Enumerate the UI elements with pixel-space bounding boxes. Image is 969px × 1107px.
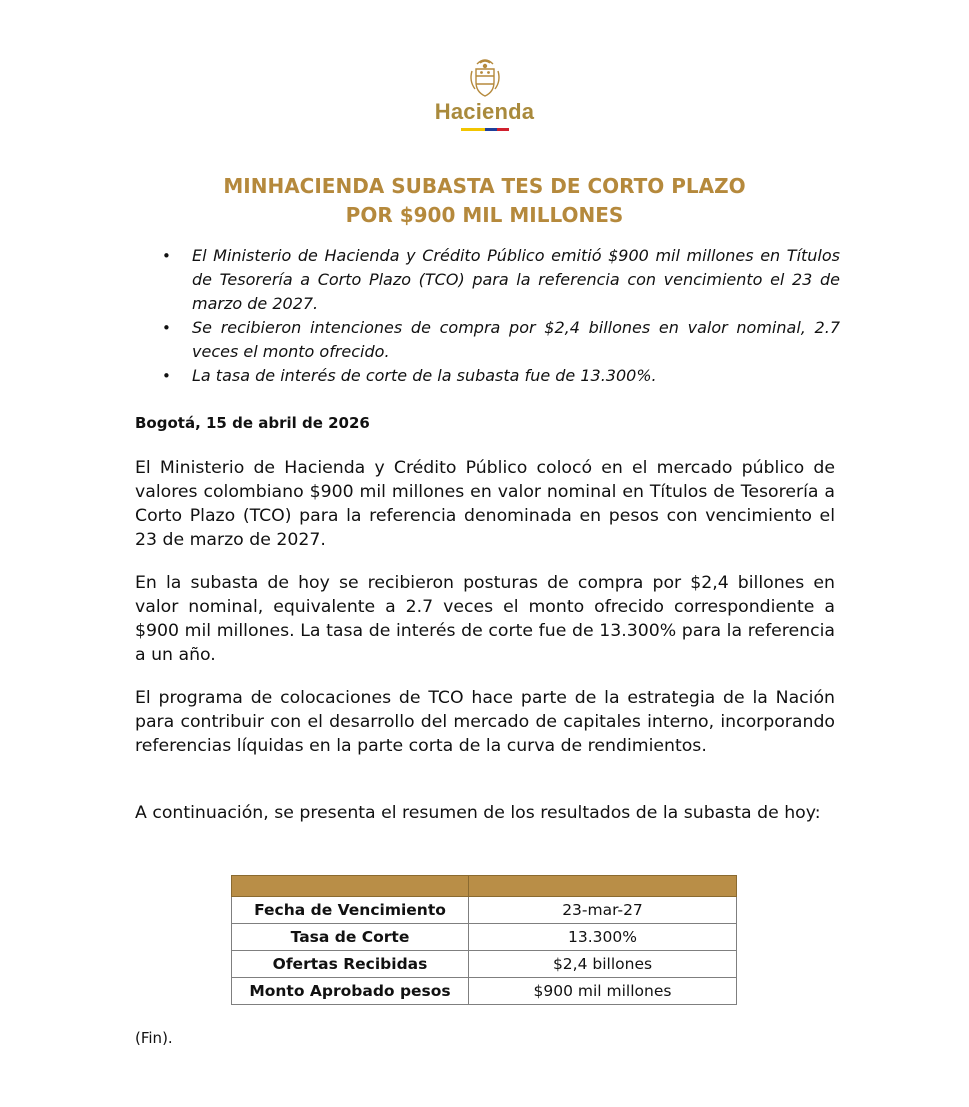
table-row xyxy=(232,978,737,1005)
title-line-2: POR $900 MIL MILLONES xyxy=(345,203,624,227)
press-release-title xyxy=(0,172,969,230)
body-paragraph: En la subasta de hoy se recibieron posturas de compra por $2,4 billones en valor nominal, equivalente a 2.7 veces el monto ofrecido correspondiente a $900 mil millones. La tasa de interés de corte fue de 13.300% para la referencia a un año. xyxy=(135,573,835,665)
row-value: 13.300% xyxy=(469,924,737,951)
brand-name: Hacienda xyxy=(434,99,535,124)
title-line-1: MINHACIENDA SUBASTA TES DE CORTO PLAZO xyxy=(223,174,746,198)
table-row xyxy=(232,924,737,951)
table-header-row xyxy=(232,876,737,897)
row-label: Fecha de Vencimiento xyxy=(232,897,469,924)
row-label: Ofertas Recibidas xyxy=(232,951,469,978)
flag-blue xyxy=(485,128,497,131)
closing-mark: (Fin). xyxy=(135,1029,173,1047)
highlight-item: • El Ministerio de Hacienda y Crédito Público emitió $900 mil millones en Títulos de Tesorería a Corto Plazo (TCO) para la referencia con vencimiento el 23 de marzo de 2027. xyxy=(160,244,840,316)
table-row xyxy=(232,951,737,978)
ministry-logo xyxy=(0,55,969,131)
body-paragraph: El Ministerio de Hacienda y Crédito Público colocó en el mercado público de valores colombiano $900 mil millones en valor nominal en Títulos de Tesorería a Corto Plazo (TCO) para la referencia denominada en pesos con vencimiento el 23 de marzo de 2027. xyxy=(135,458,835,550)
row-label: Tasa de Corte xyxy=(232,924,469,951)
row-value: $2,4 billones xyxy=(469,951,737,978)
flag-stripe xyxy=(461,128,509,131)
table-row xyxy=(232,897,737,924)
row-value: 23-mar-27 xyxy=(469,897,737,924)
highlight-item: • La tasa de interés de corte de la subasta fue de 13.300%. xyxy=(160,364,840,388)
highlight-item: • Se recibieron intenciones de compra por $2,4 billones en valor nominal, 2.7 veces el monto ofrecido. xyxy=(160,316,840,364)
auction-summary-table xyxy=(231,875,737,1005)
flag-red xyxy=(497,128,509,131)
flag-yellow xyxy=(461,128,485,131)
row-value: $900 mil millones xyxy=(469,978,737,1005)
body-paragraph: El programa de colocaciones de TCO hace parte de la estrategia de la Nación para contribuir con el desarrollo del mercado de capitales interno, incorporando referencias líquidas en la parte corta de la curva de rendimientos. xyxy=(135,688,835,756)
dateline: Bogotá, 15 de abril de 2026 xyxy=(135,414,370,432)
row-label: Monto Aprobado pesos xyxy=(232,978,469,1005)
coat-of-arms-icon xyxy=(468,55,502,99)
body-paragraph: A continuación, se presenta el resumen de los resultados de la subasta de hoy: xyxy=(135,803,821,823)
table-header-cell xyxy=(469,876,737,897)
highlights-list xyxy=(160,244,840,388)
table-header-cell xyxy=(232,876,469,897)
